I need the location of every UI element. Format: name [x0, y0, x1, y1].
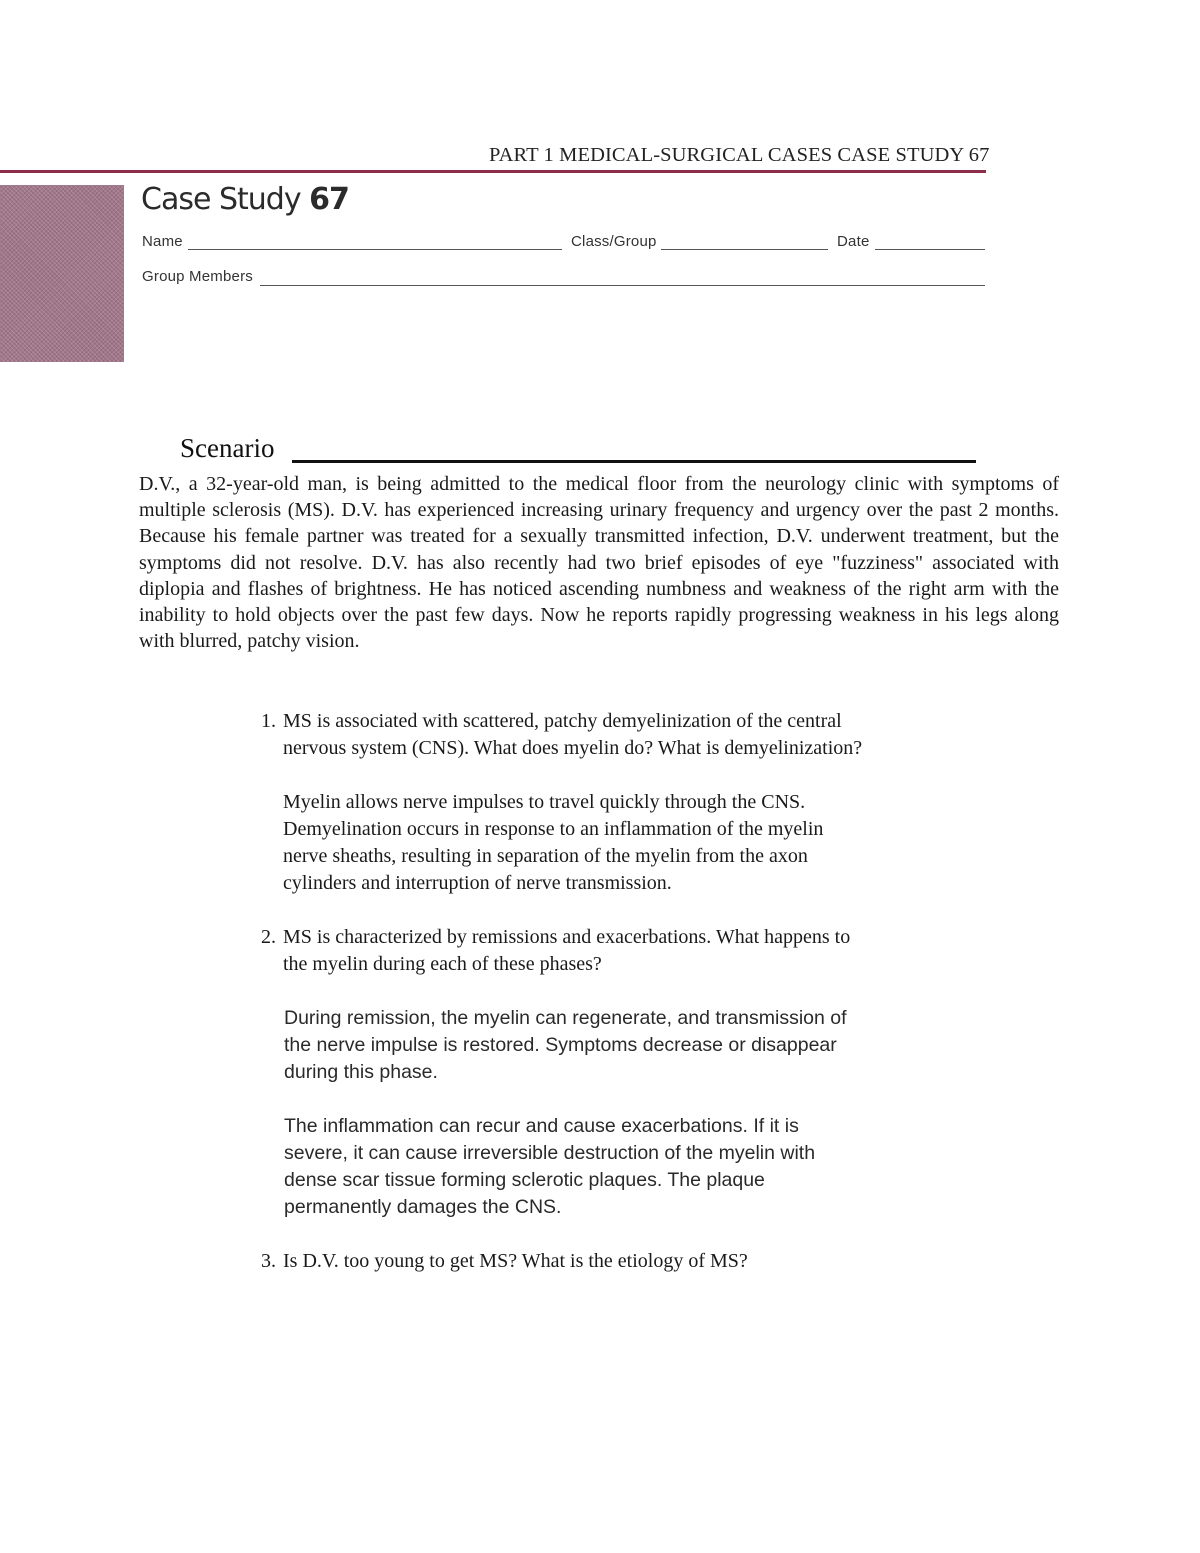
class-group-label: Class/Group	[571, 233, 657, 250]
answer-line: nerve sheaths, resulting in separation of the myelin from the axon	[283, 845, 808, 867]
question-line: MS is associated with scattered, patchy demyelinization of the central	[283, 710, 842, 732]
name-field[interactable]	[188, 249, 562, 250]
question-3-number: 3.	[261, 1250, 276, 1272]
date-field[interactable]	[875, 249, 985, 250]
scenario-heading: Scenario	[180, 433, 275, 463]
class-group-field[interactable]	[661, 249, 828, 250]
question-1-text	[283, 708, 973, 762]
answer-line: During remission, the myelin can regenerate, and transmission of	[284, 1007, 847, 1029]
answer-line: the nerve impulse is restored. Symptoms decrease or disappear	[284, 1034, 837, 1056]
case-study-number: 67	[309, 182, 349, 217]
name-label: Name	[142, 233, 183, 250]
scenario-rule	[292, 460, 976, 463]
question-line: the myelin during each of these phases?	[283, 953, 602, 975]
answer-line: Myelin allows nerve impulses to travel quickly through the CNS.	[283, 791, 806, 813]
date-label: Date	[837, 233, 870, 250]
running-header: PART 1 MEDICAL-SURGICAL CASES CASE STUDY 67	[489, 144, 990, 166]
decorative-side-block	[0, 185, 124, 362]
header-accent-rule	[0, 170, 986, 173]
answer-line: Demyelination occurs in response to an inflammation of the myelin	[283, 818, 824, 840]
answer-line: The inflammation can recur and cause exacerbations. If it is	[284, 1115, 799, 1137]
answer-line: severe, it can cause irreversible destruction of the myelin with	[284, 1142, 816, 1164]
answer-line: dense scar tissue forming sclerotic plaques. The plaque	[284, 1169, 765, 1191]
answer-line: permanently damages the CNS.	[284, 1196, 562, 1218]
question-line: MS is characterized by remissions and exacerbations. What happens to	[283, 926, 851, 948]
question-1-number: 1.	[261, 710, 276, 732]
question-3-text	[283, 1248, 973, 1275]
question-line: Is D.V. too young to get MS? What is the etiology of MS?	[283, 1250, 748, 1272]
question-2-number: 2.	[261, 926, 276, 948]
answer-line: cylinders and interruption of nerve transmission.	[283, 872, 672, 894]
question-2-text	[283, 924, 973, 978]
scenario-text: D.V., a 32-year-old man, is being admitted to the medical floor from the neurology clinic with symptoms of multiple sclerosis (MS). D.V. has experienced increasing urinary frequency and urgency over the past 2 months. Because his female partner was treated for a sexually transmitted infection, D.V. underwent treatment, but the symptoms did not resolve. D.V. has also recently had two brief episodes of eye "fuzziness" associated with diplopia and flashes of brightness. He has noticed ascending numbness and weakness of the right arm with the inability to hold objects over the past few days. Now he reports rapidly progressing weakness in his legs along with blurred, patchy vision.	[139, 473, 1059, 653]
question-line: nervous system (CNS). What does myelin do? What is demyelinization?	[283, 737, 863, 759]
case-study-label: Case Study	[141, 182, 301, 217]
group-members-label: Group Members	[142, 268, 253, 285]
answer-line: during this phase.	[284, 1061, 438, 1083]
answer-2-remission	[284, 1005, 984, 1086]
case-study-title	[141, 182, 349, 217]
answer-2-exacerbation	[284, 1113, 984, 1221]
group-members-field[interactable]	[260, 285, 985, 286]
answer-1	[283, 789, 973, 897]
